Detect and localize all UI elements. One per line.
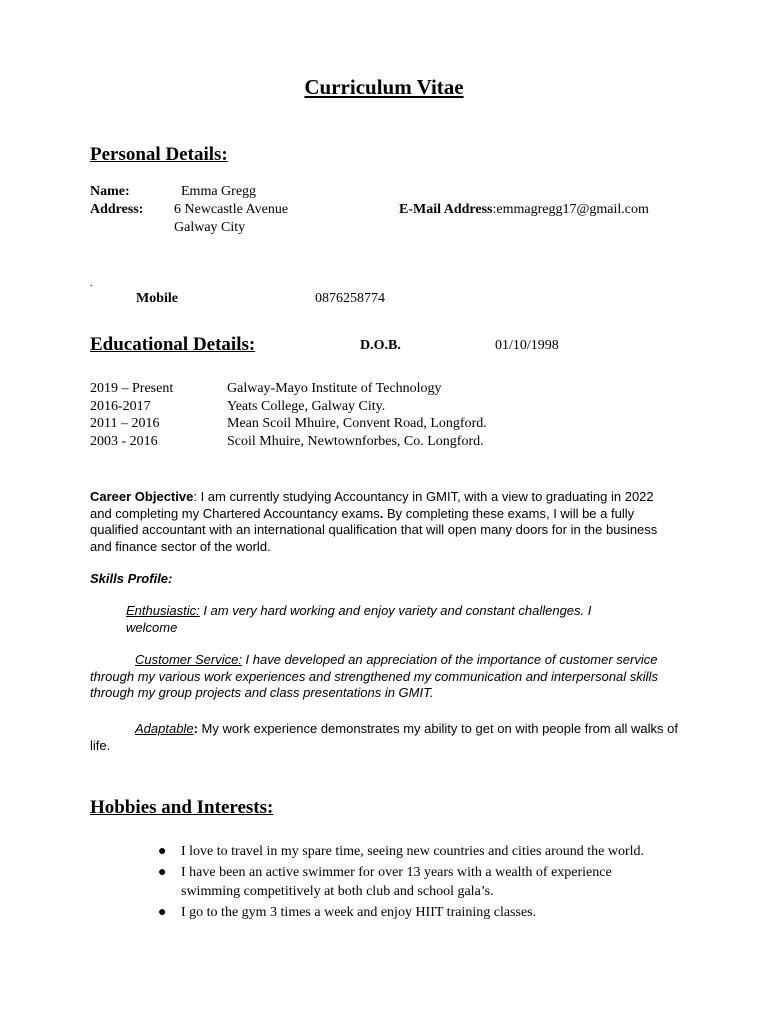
education-school-4: Scoil Mhuire, Newtownforbes, Co. Longford. (227, 434, 484, 449)
skill-adaptable-colon: : (193, 721, 198, 736)
education-school-3: Mean Scoil Mhuire, Convent Road, Longford. (227, 416, 487, 431)
list-item (150, 863, 650, 901)
list-item (150, 903, 650, 922)
address-label: Address: (90, 202, 144, 217)
dob-value: 01/10/1998 (495, 338, 559, 353)
stray-dot: . (90, 278, 93, 289)
skill-customer-service (90, 652, 678, 702)
dob-label: D.O.B. (360, 338, 401, 353)
education-years-2: 2016-2017 (90, 399, 151, 414)
hobbies-heading: Hobbies and Interests: (90, 797, 274, 818)
education-years-4: 2003 - 2016 (90, 434, 158, 449)
email-value: :emmagregg17@gmail.com (492, 202, 649, 217)
bullet-icon: ● (158, 865, 167, 880)
skill-enthusiastic (126, 603, 636, 636)
name-value: Emma Gregg (181, 184, 257, 199)
hobby-text: I go to the gym 3 times a week and enjoy HIIT training classes. (181, 905, 537, 920)
career-objective-text-2: By completing these exams, I will be a fully qualified accountant with an international qualification that will open many doors for in the business and finance sector of the world. (90, 505, 658, 554)
personal-details-heading: Personal Details: (90, 144, 228, 165)
skill-adaptable-label: Adaptable (135, 721, 194, 736)
skill-adaptable-text: My work experience demonstrates my ability to get on with people from all walks of life. (90, 721, 678, 753)
name-label: Name: (90, 184, 130, 199)
skill-enthusiastic-label: Enthusiastic: (126, 603, 200, 618)
hobby-text: I have been an active swimmer for over 13 years with a wealth of experience swimming competitively at both club and school gala’s. (181, 865, 612, 899)
email-label: E-Mail Address (399, 202, 493, 217)
educational-details-heading: Educational Details: (90, 334, 256, 355)
education-years-1: 2019 – Present (90, 381, 174, 396)
skill-adaptable (90, 721, 678, 754)
skill-customer-service-text: I have developed an appreciation of the importance of customer service through my various work experiences and strengthened my communication and interpersonal skills through my group projects and class presentations in GMIT. (90, 652, 658, 700)
hobby-text: I love to travel in my spare time, seeing new countries and cities around the world. (181, 844, 645, 859)
mobile-label: Mobile (136, 291, 178, 306)
education-years-3: 2011 – 2016 (90, 416, 160, 431)
document-title: Curriculum Vitae (304, 75, 464, 99)
career-objective-text-1: : I am currently studying Accountancy in GMIT, with a view to graduating in 2022 and completing my Chartered Accountancy exams (90, 489, 654, 521)
career-objective-label: Career Objective (90, 489, 194, 504)
career-objective (90, 489, 678, 555)
email-line (399, 202, 649, 218)
list-item (150, 842, 650, 861)
career-objective-dot: . (379, 505, 384, 521)
hobbies-list (150, 842, 650, 924)
skill-enthusiastic-text: I am very hard working and enjoy variety and constant challenges. I welcome (126, 603, 592, 635)
bullet-icon: ● (158, 844, 167, 859)
address-line-1: 6 Newcastle Avenue (174, 202, 289, 217)
bullet-icon: ● (158, 905, 167, 920)
address-line-2: Galway City (174, 220, 246, 235)
skill-customer-service-label: Customer Service: (135, 652, 242, 667)
education-school-1: Galway-Mayo Institute of Technology (227, 381, 442, 396)
skills-profile-heading: Skills Profile: (90, 571, 173, 586)
education-school-2: Yeats College, Galway City. (227, 399, 386, 414)
mobile-value: 0876258774 (315, 291, 385, 306)
